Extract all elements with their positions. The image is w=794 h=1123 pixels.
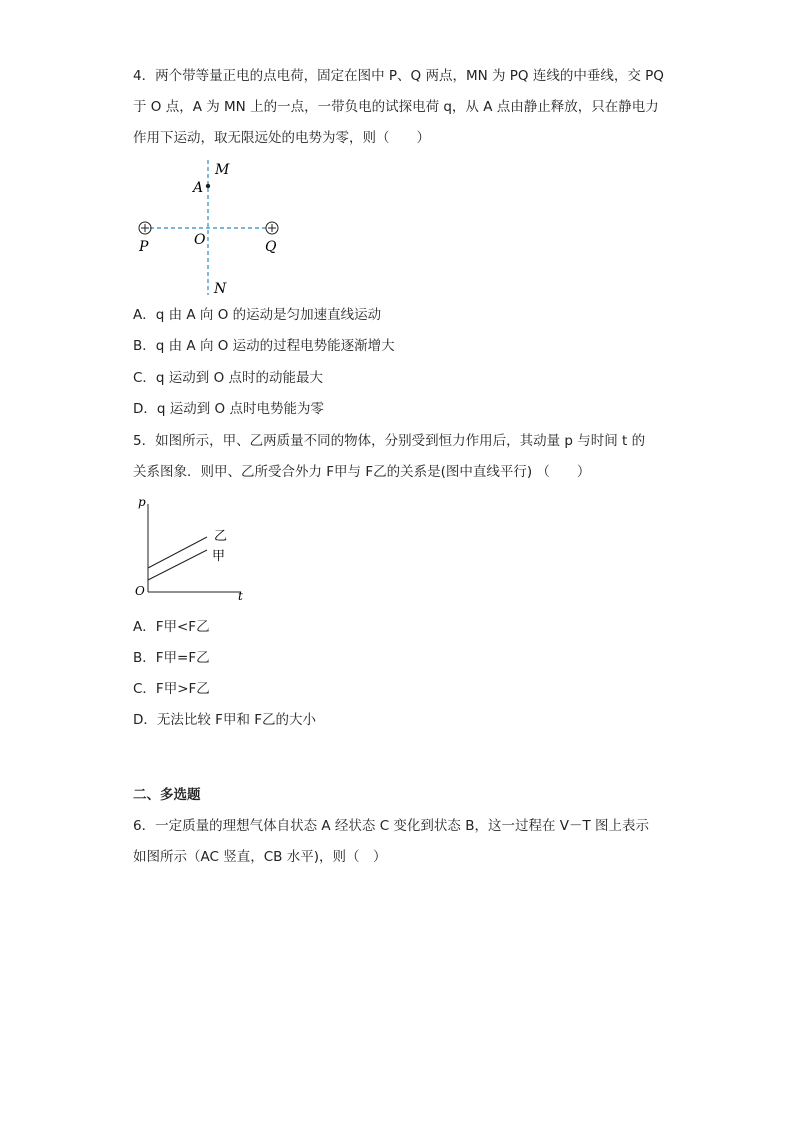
origin-label: O <box>135 584 145 598</box>
q4-figure <box>130 155 300 300</box>
q6-stem-line-2: 如图所示（AC 竖直，CB 水平)，则（ ） <box>133 849 387 865</box>
q5-stem-line-2: 关系图象．则甲、乙所受合外力 F甲与 F乙的关系是(图中直线平行) （ ） <box>133 464 591 480</box>
point-a <box>206 184 210 188</box>
label-jia: 甲 <box>212 549 226 564</box>
label-o: O <box>194 232 206 248</box>
line-jia <box>148 550 207 580</box>
q4-stem-line-3: 作用下运动，取无限远处的电势为零，则（ ） <box>133 130 430 146</box>
label-yi: 乙 <box>214 529 228 544</box>
q5-option-d: D．无法比较 F甲和 F乙的大小 <box>133 712 317 728</box>
q4-option-b: B．q 由 A 向 O 运动的过程电势能逐渐增大 <box>133 338 395 354</box>
line-yi <box>148 537 207 568</box>
axis-label-t: t <box>238 589 243 603</box>
q4-stem-line-1: 4．两个带等量正电的点电荷，固定在图中 P、Q 两点，MN 为 PQ 连线的中垂线，交 PQ <box>133 68 664 84</box>
q5-option-b: B．F甲=F乙 <box>133 650 210 666</box>
q6-stem-line-1: 6．一定质量的理想气体自状态 A 经状态 C 变化到状态 B，这一过程在 V－T 图上表示 <box>133 818 650 834</box>
label-q: Q <box>265 239 277 255</box>
q4-option-c: C．q 运动到 O 点时的动能最大 <box>133 370 323 386</box>
label-a: A <box>193 180 204 196</box>
label-n: N <box>214 281 227 297</box>
q5-stem-line-1: 5．如图所示，甲、乙两质量不同的物体，分别受到恒力作用后，其动量 p 与时间 t 的 <box>133 433 646 449</box>
section-title: 二、多选题 <box>133 787 201 803</box>
q5-figure <box>132 492 252 604</box>
axis-label-p: p <box>138 495 146 509</box>
q4-stem-line-2: 于 O 点，A 为 MN 上的一点，一带负电的试探电荷 q，从 A 点由静止释放，只在静电力 <box>133 99 659 115</box>
q4-option-a: A．q 由 A 向 O 的运动是匀加速直线运动 <box>133 307 382 323</box>
q5-option-c: C．F甲>F乙 <box>133 681 210 697</box>
label-m: M <box>215 162 230 178</box>
q4-option-d: D．q 运动到 O 点时电势能为零 <box>133 401 324 417</box>
label-p: P <box>139 239 149 255</box>
q5-option-a: A．F甲<F乙 <box>133 619 210 635</box>
